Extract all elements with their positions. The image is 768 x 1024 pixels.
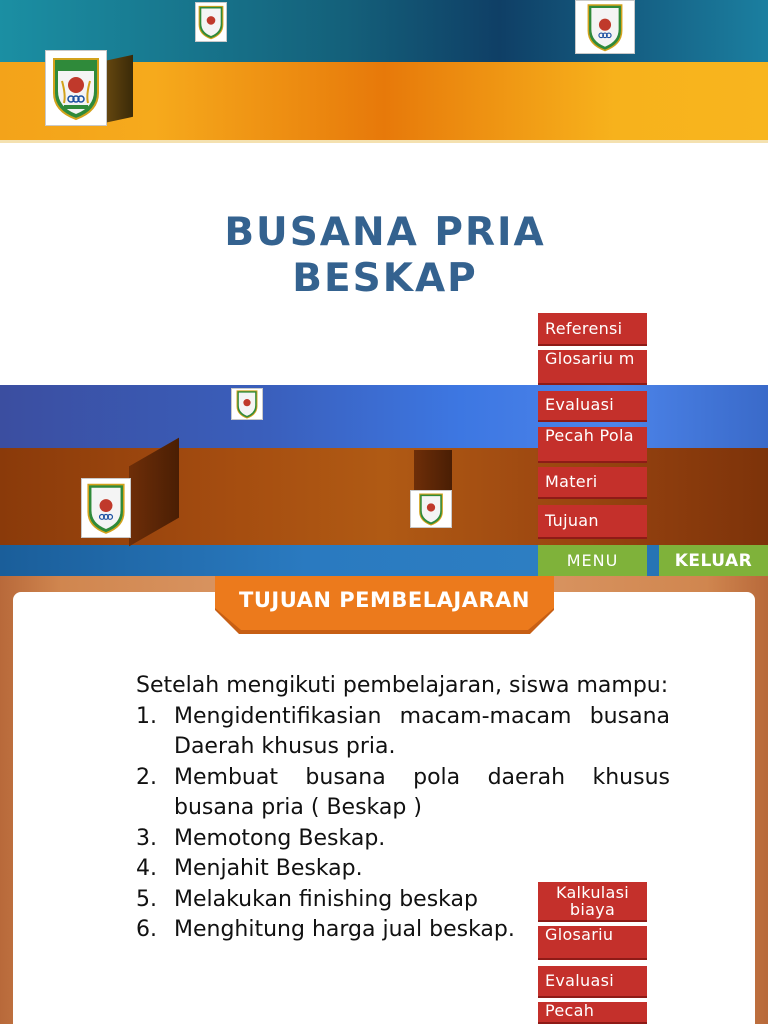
- menu-item-referensi[interactable]: Referensi: [538, 313, 647, 346]
- menu-item-kalkulasi-biaya[interactable]: Kalkulasi biaya: [538, 882, 647, 922]
- school-emblem-icon: [197, 4, 225, 40]
- list-item: 1. Mengidentifikasian macam-macam busana Daerah khusus pria.: [136, 703, 670, 759]
- logo-box: [195, 2, 235, 42]
- list-item: 5. Melakukan finishing beskap: [136, 886, 478, 912]
- menu-item-pecah-pola[interactable]: Pecah Pola: [538, 427, 647, 463]
- logo-box: [45, 50, 135, 126]
- title-line-1: BUSANA PRIA: [224, 210, 546, 255]
- school-emblem-icon: [235, 389, 259, 419]
- menu-item-evaluasi[interactable]: Evaluasi: [538, 391, 647, 422]
- logo-box: [231, 388, 265, 422]
- slide-title: [100, 210, 670, 302]
- list-item: 4. Menjahit Beskap.: [136, 856, 363, 881]
- title-line-2: BESKAP: [292, 256, 478, 301]
- menu-item-evaluasi[interactable]: Evaluasi: [538, 966, 647, 998]
- menu-item-pecah-pola[interactable]: Pecah: [538, 1002, 647, 1024]
- footer-band-blue: [0, 385, 768, 448]
- school-emblem-icon: [85, 481, 127, 535]
- section-title: TUJUAN PEMBELAJARAN: [239, 588, 530, 612]
- school-emblem-icon: [583, 2, 627, 52]
- menu-item-glosarium[interactable]: Glosariu m: [538, 350, 647, 385]
- school-emblem-icon: [50, 55, 102, 121]
- objectives-slide: [0, 576, 768, 1024]
- logo-box: [575, 0, 637, 56]
- logo-box: [81, 450, 181, 538]
- menu-item-materi[interactable]: Materi: [538, 467, 647, 499]
- footer-band-bottom: [0, 545, 768, 576]
- exit-button[interactable]: KELUAR: [659, 545, 768, 576]
- intro-text: Setelah mengikuti pembelajaran, siswa mampu:: [136, 673, 669, 698]
- menu-item-glosarium[interactable]: Glosariu: [538, 926, 647, 960]
- list-item: 3. Memotong Beskap.: [136, 825, 386, 851]
- menu-item-tujuan[interactable]: Tujuan: [538, 505, 647, 539]
- school-emblem-icon: [416, 492, 446, 526]
- menu-button[interactable]: MENU: [538, 545, 647, 576]
- logo-box: [410, 450, 454, 530]
- header-divider: [0, 140, 768, 143]
- list-item: 6. Menghitung harga jual beskap.: [136, 917, 515, 942]
- list-item: 2. Membuat busana pola daerah khusus busana pria ( Beskap ): [136, 764, 670, 820]
